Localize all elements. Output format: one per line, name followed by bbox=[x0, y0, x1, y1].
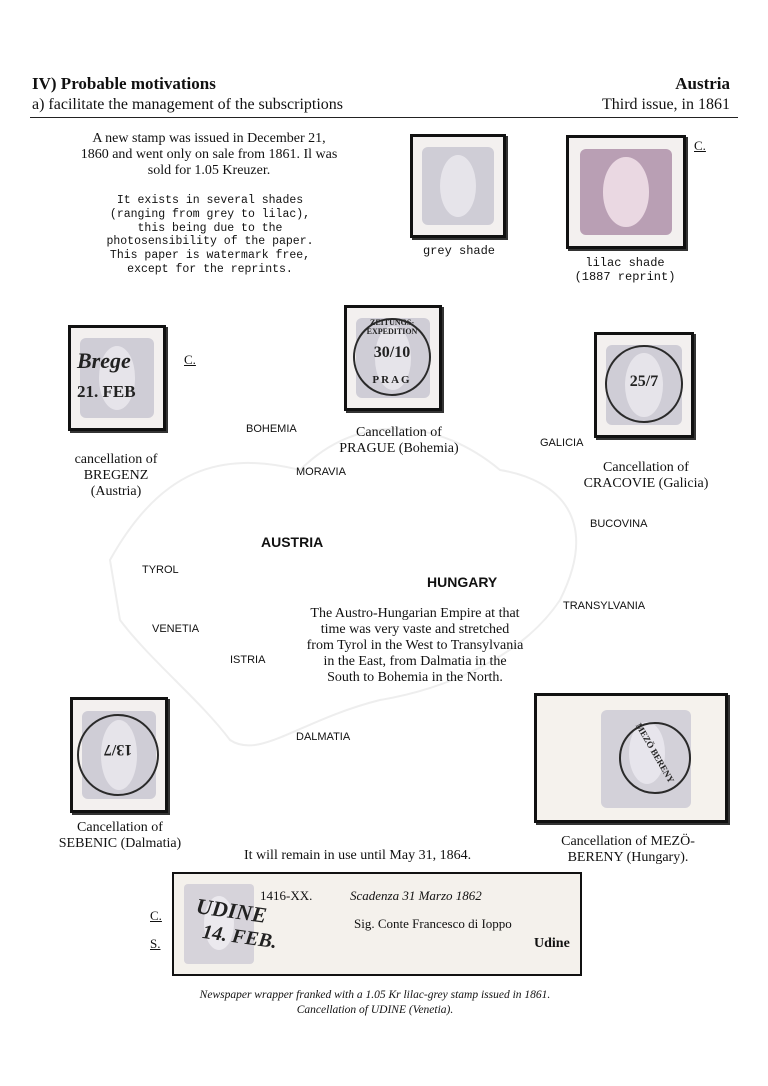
bregenz-cancel-date: 21. FEB bbox=[77, 382, 136, 401]
wrapper-certificate-ref: C. bbox=[150, 908, 162, 923]
cracovie-caption: Cancellation of CRACOVIE (Galicia) bbox=[583, 460, 709, 491]
sebenic-stamp bbox=[70, 697, 168, 813]
section-title: IV) Probable motivations bbox=[32, 74, 216, 93]
prague-cancel-top: ZEITUNGS-EXPEDITION bbox=[366, 318, 418, 336]
issue-heading: Third issue, in 1861 bbox=[602, 96, 730, 113]
bregenz-stamp bbox=[68, 325, 166, 431]
empire-description: The Austro-Hungarian Empire at that time was very vaste and stretched from Tyrol in the West to Transylvania in the East, from Dalmatia in the South to Bohemia in the North. bbox=[306, 606, 524, 685]
footnote-line-1: Newspaper wrapper franked with a 1.05 Kr lilac-grey stamp issued in 1861. bbox=[199, 989, 551, 1001]
footnote-line-2: Cancellation of UDINE (Venetia). bbox=[296, 1004, 454, 1016]
newspaper-wrapper bbox=[172, 872, 582, 976]
country-heading: Austria bbox=[675, 74, 730, 93]
wrapper-addressee: Sig. Conte Francesco di Ioppo bbox=[354, 916, 512, 931]
bregenz-certificate-ref: C. bbox=[184, 352, 196, 367]
region-moravia: MORAVIA bbox=[296, 466, 346, 478]
intro-paragraph: A new stamp was issued in December 21, 1860 and went only on sale from 1861. Il was sold for 1.05 Kreuzer. bbox=[80, 131, 338, 178]
sebenic-caption: Cancellation of SEBENIC (Dalmatia) bbox=[58, 820, 182, 851]
region-austria: AUSTRIA bbox=[261, 534, 324, 550]
mezo-bereny-piece bbox=[534, 693, 728, 823]
section-subtitle: a) facilitate the management of the subscriptions bbox=[32, 96, 343, 113]
intro-shades-note: It exists in several shades (ranging from grey to lilac), this being due to the photosensibility of the paper. This paper is watermark free, except for the reprints. bbox=[106, 194, 314, 276]
region-bohemia: BOHEMIA bbox=[246, 423, 297, 435]
grey-shade-stamp bbox=[410, 134, 506, 238]
wrapper-footnote bbox=[150, 988, 600, 1018]
wrapper-due-date: Scadenza 31 Marzo 1862 bbox=[350, 888, 482, 903]
mezo-cancel-town: MEZÖ BERENY bbox=[633, 721, 677, 785]
wrapper-number: 1416-XX. bbox=[260, 888, 313, 903]
wrapper-signature-ref: S. bbox=[150, 936, 161, 951]
region-dalmatia: DALMATIA bbox=[296, 731, 351, 743]
region-transylvania: TRANSYLVANIA bbox=[563, 600, 646, 612]
sebenic-cancel-date: 13/7 bbox=[103, 741, 133, 758]
udine-cancel-date: 14. FEB. bbox=[200, 920, 279, 954]
udine-cancel-town: UDINE bbox=[194, 893, 269, 928]
lilac-shade-caption: lilac shade (1887 reprint) bbox=[574, 256, 676, 284]
region-istria: ISTRIA bbox=[230, 654, 266, 666]
lilac-certificate-ref: C. bbox=[694, 138, 706, 153]
prague-cancel-town: PRAG bbox=[372, 374, 412, 386]
prague-caption: Cancellation of PRAGUE (Bohemia) bbox=[339, 425, 459, 456]
remain-in-use-note: It will remain in use until May 31, 1864. bbox=[244, 848, 472, 863]
prague-stamp bbox=[344, 305, 442, 411]
grey-shade-caption: grey shade bbox=[422, 244, 495, 258]
bregenz-caption: cancellation of BREGENZ (Austria) bbox=[74, 452, 158, 499]
cracovie-stamp bbox=[594, 332, 694, 438]
region-bucovina: BUCOVINA bbox=[590, 518, 648, 530]
cracovie-cancel-date: 25/7 bbox=[629, 373, 659, 390]
wrapper-city: Udine bbox=[534, 936, 570, 951]
bregenz-cancel-town: Brege bbox=[77, 348, 131, 373]
region-tyrol: TYROL bbox=[142, 564, 179, 576]
region-hungary: HUNGARY bbox=[427, 574, 498, 590]
mezo-bereny-caption: Cancellation of MEZÖ- BERENY (Hungary). bbox=[561, 834, 695, 865]
region-venetia: VENETIA bbox=[152, 623, 200, 635]
prague-cancel-date: 30/10 bbox=[373, 344, 411, 361]
region-galicia: GALICIA bbox=[540, 437, 584, 449]
lilac-shade-stamp bbox=[566, 135, 686, 249]
